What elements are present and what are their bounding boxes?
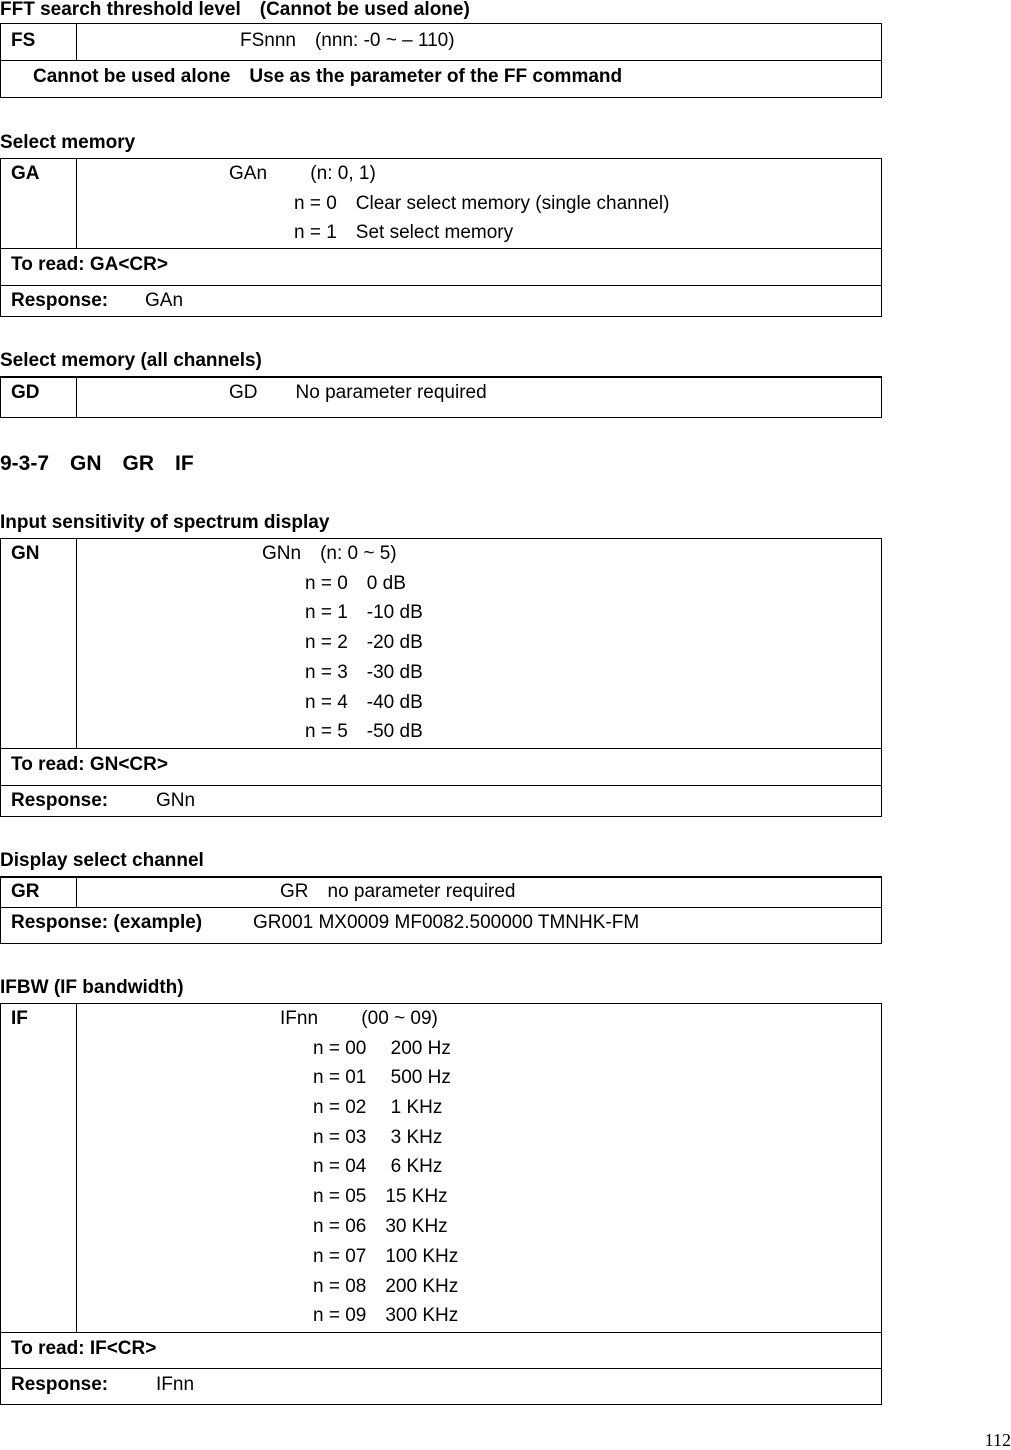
gd-code: GD <box>11 382 40 403</box>
fs-divider <box>0 60 882 61</box>
if-option: n = 05 15 KHz <box>313 1186 448 1207</box>
if-response-label: Response: <box>11 1374 109 1395</box>
gn-option: n = 1 -10 dB <box>305 602 423 623</box>
if-code-divider <box>76 1003 77 1333</box>
gn-title: Input sensitivity of spectrum display <box>0 512 330 533</box>
ga-code-divider <box>76 158 77 248</box>
if-option: n = 02 1 KHz <box>313 1097 443 1118</box>
if-option: n = 04 6 KHz <box>313 1156 443 1177</box>
gn-response-value: GNn <box>156 790 196 811</box>
ga-code: GA <box>11 163 40 184</box>
if-option: n = 01 500 Hz <box>313 1067 451 1088</box>
ga-option: n = 1 Set select memory <box>294 222 514 243</box>
if-code: IF <box>11 1008 28 1029</box>
gn-divider-2 <box>0 785 882 786</box>
if-option: n = 07 100 KHz <box>313 1246 459 1267</box>
fs-title: FFT search threshold level (Cannot be used alone) <box>0 0 470 20</box>
gn-divider-1 <box>0 748 882 749</box>
fs-note: Cannot be used alone Use as the parameter of the FF command <box>33 66 623 87</box>
if-option: n = 03 3 KHz <box>313 1127 443 1148</box>
gn-syntax: GNn (n: 0 ~ 5) <box>262 543 397 564</box>
gr-syntax: GR no parameter required <box>280 881 516 902</box>
gn-option: n = 4 -40 dB <box>305 692 423 713</box>
if-title: IFBW (IF bandwidth) <box>0 977 184 998</box>
ga-divider-1 <box>0 248 882 249</box>
gn-response-label: Response: <box>11 790 109 811</box>
gd-syntax: GD No parameter required <box>229 382 487 403</box>
gn-code: GN <box>11 543 40 564</box>
gd-title: Select memory (all channels) <box>0 350 262 371</box>
gr-code: GR <box>11 881 40 902</box>
gr-code-divider <box>76 876 77 908</box>
if-read: To read: IF<CR> <box>11 1338 157 1359</box>
if-divider-2 <box>0 1368 882 1369</box>
fs-code: FS <box>11 30 36 51</box>
fs-syntax: FSnnn (nnn: -0 ~ – 110) <box>240 30 455 51</box>
gn-option: n = 2 -20 dB <box>305 632 423 653</box>
ga-syntax: GAn (n: 0, 1) <box>229 163 376 184</box>
if-divider-1 <box>0 1332 882 1333</box>
gr-title: Display select channel <box>0 850 204 871</box>
gn-option: n = 3 -30 dB <box>305 662 423 683</box>
gn-read: To read: GN<CR> <box>11 754 168 775</box>
ga-response-value: GAn <box>145 290 184 311</box>
gr-response-label: Response: (example) <box>11 912 203 933</box>
if-option: n = 00 200 Hz <box>313 1038 451 1059</box>
gn-code-divider <box>76 538 77 748</box>
ga-read: To read: GA<CR> <box>11 254 168 275</box>
if-option: n = 06 30 KHz <box>313 1216 448 1237</box>
ga-option: n = 0 Clear select memory (single channel) <box>294 193 670 214</box>
gn-option: n = 5 -50 dB <box>305 721 423 742</box>
section-heading: 9-3-7 GN GR IF <box>0 452 194 475</box>
gd-code-divider <box>76 376 77 418</box>
ga-response-label: Response: <box>11 290 109 311</box>
fs-code-divider <box>76 23 77 61</box>
gr-response-value: GR001 MX0009 MF0082.500000 TMNHK-FM <box>253 912 640 933</box>
gn-option: n = 0 0 dB <box>305 573 406 594</box>
if-option: n = 09 300 KHz <box>313 1305 459 1326</box>
gr-divider <box>0 907 882 908</box>
if-syntax: IFnn (00 ~ 09) <box>280 1008 438 1029</box>
ga-divider-2 <box>0 285 882 286</box>
ga-title: Select memory <box>0 132 136 153</box>
page-number: 112 <box>984 1430 1011 1450</box>
if-response-value: IFnn <box>156 1374 195 1395</box>
if-option: n = 08 200 KHz <box>313 1276 459 1297</box>
